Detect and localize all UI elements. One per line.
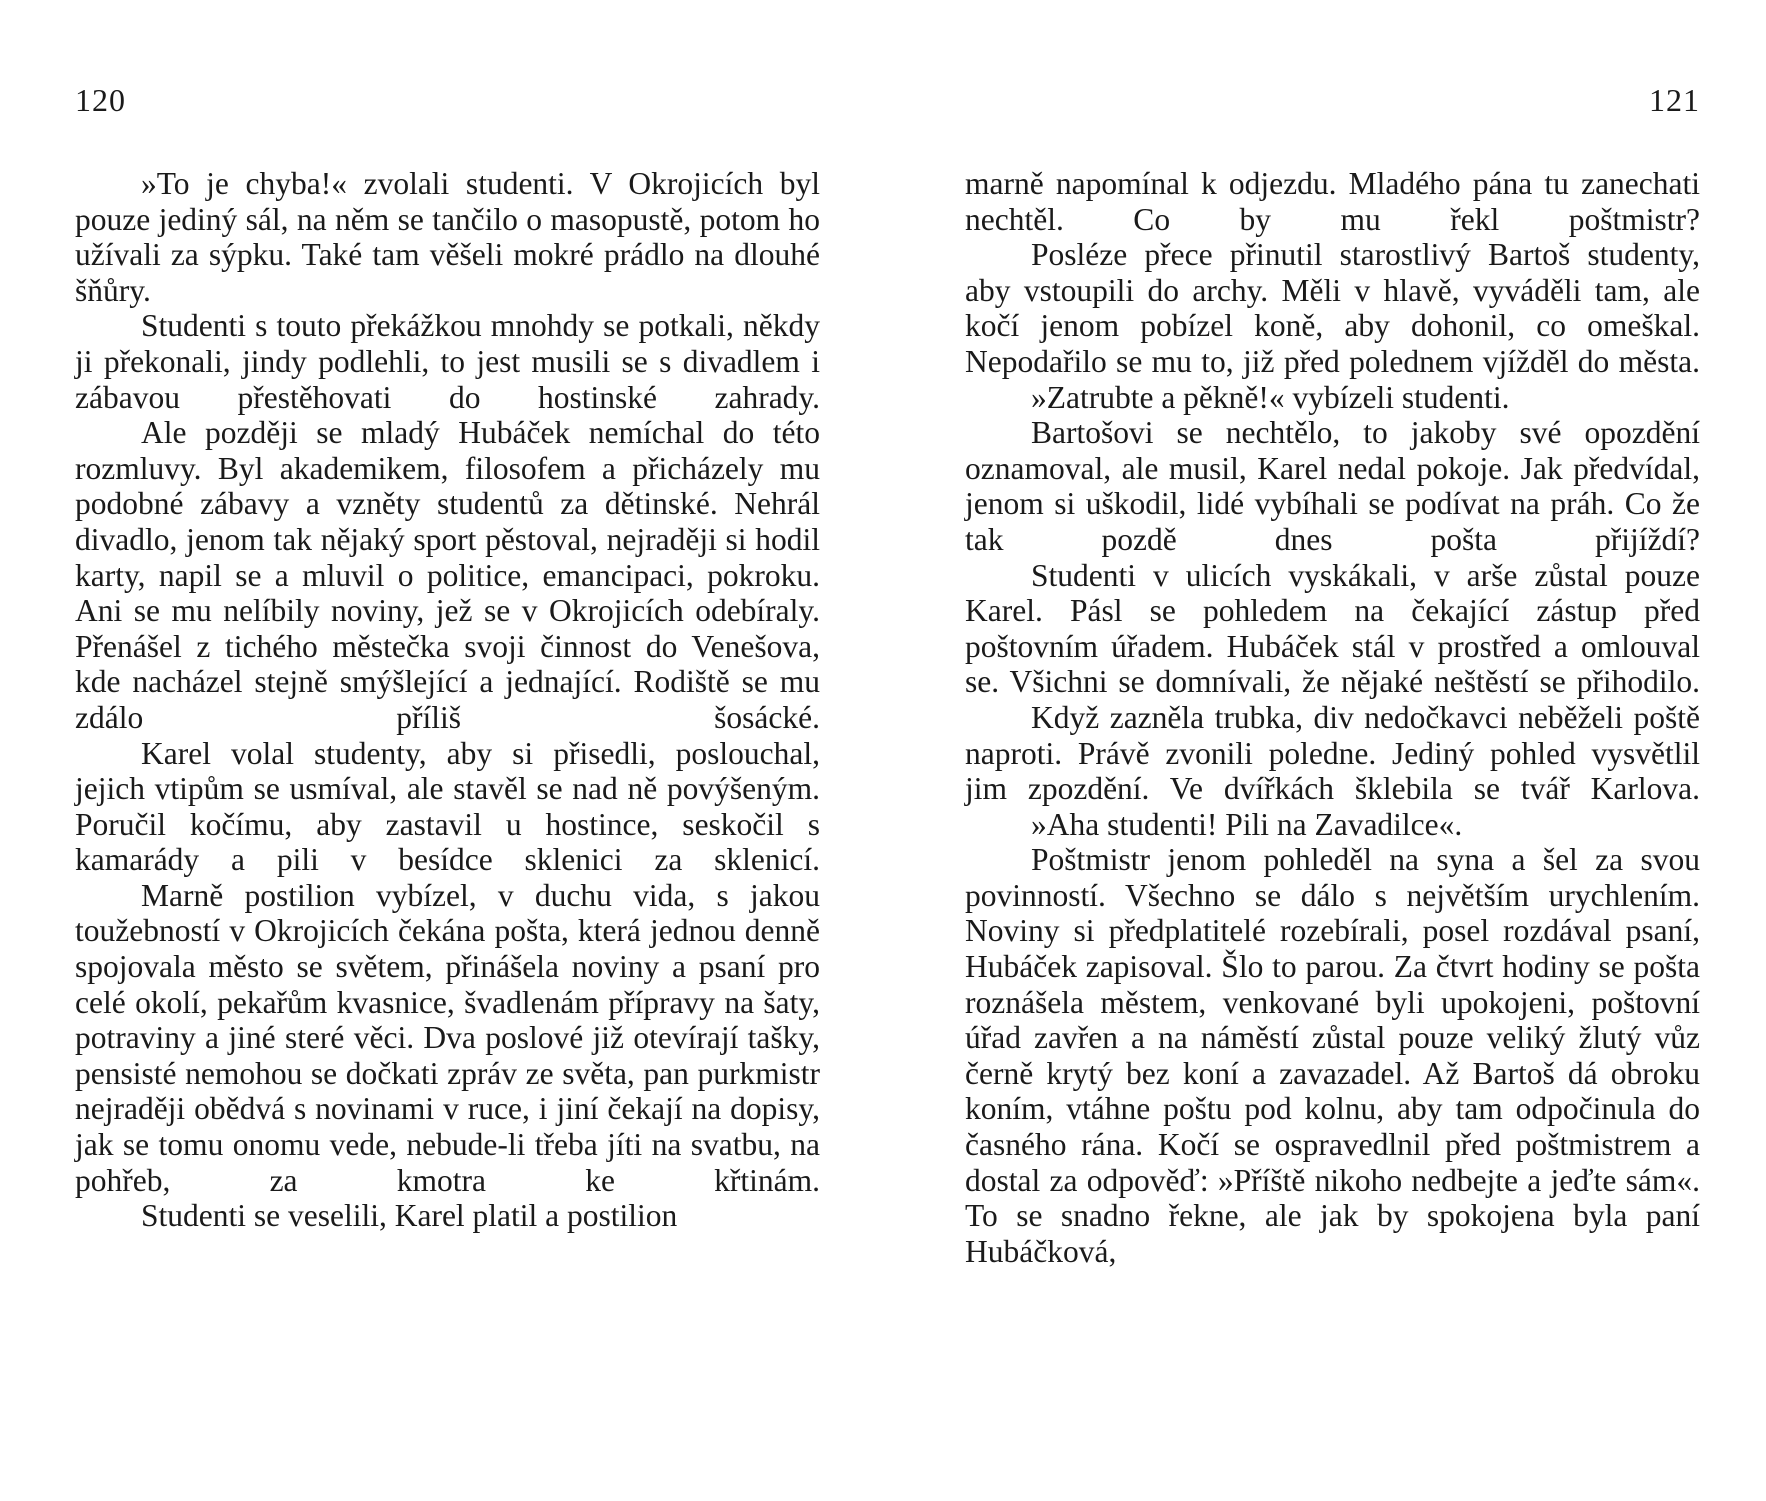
left-page xyxy=(75,0,820,1501)
paragraph: Ale později se mladý Hubáček nemíchal do této rozmluvy. Byl akademikem, filosofem a přicházely mu podobné zábavy a vzněty studentů za dětinské. Nehrál divadlo, jenom tak nějaký sport pěstoval, nejraději si hodil karty, napil se a mluvil o politice, emancipaci, pokroku. Ani se mu nelíbily noviny, jež se v Okrojicích odebíraly. Přenášel z tichého městečka svoji činnost do Venešova, kde nacházel stejně smýšlející a jednající. Rodiště se mu zdálo příliš šosácké. xyxy=(75,415,820,735)
paragraph: Studenti v ulicích vyskákali, v arše zůstal pouze Karel. Pásl se pohledem na čekající zástup před poštovním úřadem. Hubáček stál v prostřed a omlouval se. Všichni se domnívali, že nějaké neštěstí se přihodilo. xyxy=(965,557,1700,700)
right-page-text xyxy=(965,166,1700,1269)
page-number-right: 121 xyxy=(1649,82,1700,118)
paragraph: Poštmistr jenom pohleděl na syna a šel za svou povinností. Všechno se dálo s největším urychlením. Noviny si předplatitelé rozebírali, posel rozdával psaní, Hubáček zapisoval. Šlo to parou. Za čtvrt hodiny se pošta roznášela městem, venkované byli upokojeni, poštovní úřad zavřen a na náměstí zůstal pouze veliký žlutý vůz černě krytý bez koní a zavazadel. Až Bartoš dá obroku koním, vtáhne poštu pod kolnu, aby tam odpočinula do časného rána. Kočí se ospravedlnil před poštmistrem a dostal za odpověď: »Příště nikoho nedbejte a jeďte sám«. To se snadno řekne, ale jak by spokojena byla paní Hubáčková, xyxy=(965,842,1700,1269)
paragraph: »To je chyba!« zvolali studenti. V Okrojicích byl pouze jediný sál, na něm se tančilo o masopustě, potom ho užívali za sýpku. Také tam věšeli mokré prádlo na dlouhé šňůry. xyxy=(75,166,820,308)
paragraph: Karel volal studenty, aby si přisedli, poslouchal, jejich vtipům se usmíval, ale stavěl se nad ně povýšeným. Poručil kočímu, aby zastavil u hostince, seskočil s kamarády a pili v besídce sklenici za sklenicí. xyxy=(75,735,820,878)
paragraph: Posléze přece přinutil starostlivý Bartoš studenty, aby vstoupili do archy. Měli v hlavě, vyváděli tam, ale kočí jenom pobízel koně, aby dohonil, co omeškal. Nepodařilo se mu to, již před polednem vjížděl do města. xyxy=(965,237,1700,379)
paragraph: »Zatrubte a pěkně!« vybízeli studenti. xyxy=(1031,379,1510,415)
paragraph: marně napomínal k odjezdu. Mladého pána tu zanechati nechtěl. Co by mu řekl poštmistr? xyxy=(965,166,1700,237)
paragraph: »Aha studenti! Pili na Zavadilce«. xyxy=(1031,806,1463,842)
left-page-text xyxy=(75,166,820,1234)
page-number-left: 120 xyxy=(75,82,126,118)
paragraph: Marně postilion vybízel, v duchu vida, s jakou toužebností v Okrojicích čekána pošta, která jednou denně spojovala město se světem, přinášela noviny a psaní pro celé okolí, pekařům kvasnice, švadlenám přípravy na šaty, potraviny a jiné steré věci. Dva poslové již otevírají tašky, pensisté nemohou se dočkati zpráv ze světa, pan purkmistr nejraději obědvá s novinami v ruce, i jiní čekají na dopisy, jak se tomu onomu vede, nebude-li třeba jíti na svatbu, na pohřeb, za kmotra ke křtinám. xyxy=(75,877,820,1198)
paragraph: Studenti s touto překážkou mnohdy se potkali, někdy ji překonali, jindy podlehli, to jest musili se s divadlem i zábavou přestěhovati do hostinské zahrady. xyxy=(75,308,820,415)
paragraph: Bartošovi se nechtělo, to jakoby své opozdění oznamoval, ale musil, Karel nedal pokoje. Jak předvídal, jenom si uškodil, lidé vybíhali se podívat na práh. Co že tak pozdě dnes pošta přijíždí? xyxy=(965,415,1700,557)
paragraph: Když zazněla trubka, div nedočkavci neběželi poště naproti. Právě zvonili poledne. Jediný pohled vysvětlil jim zpozdění. Ve dvířkách šklebila se tvář Karlova. xyxy=(965,699,1700,807)
right-page xyxy=(965,0,1700,1501)
paragraph: Studenti se veselili, Karel platil a postilion xyxy=(141,1198,678,1234)
